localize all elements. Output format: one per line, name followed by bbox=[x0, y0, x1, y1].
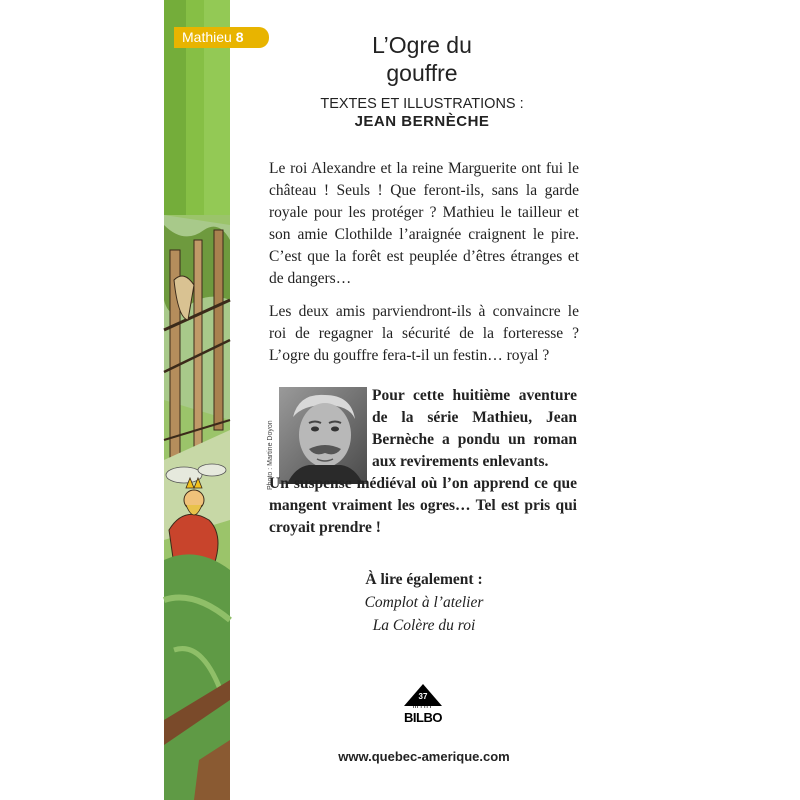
summary-paragraph-2: Les deux amis parviendront-ils à convaincre le roi de regagner la sécurité de la forteresse ? L’ogre du gouffre fera-t-il un festin… royal ? bbox=[269, 303, 579, 364]
author-portrait bbox=[279, 387, 367, 484]
summary-paragraph-1: Le roi Alexandre et la reine Marguerite ont fui le château ! Seuls ! Que feront-ils, sans la garde royale pour les protéger ? Mathieu le tailleur et son amie Clothilde l’araignée craignent le pire. C’est que la forêt est peuplée d’êtres étranges et de dangers… bbox=[269, 160, 579, 287]
title-line-1: L’Ogre du bbox=[372, 32, 472, 58]
photo-credit-text: Photo : Martine Doyon bbox=[267, 420, 274, 490]
book-back-cover bbox=[164, 0, 638, 800]
logo-mini: mini bbox=[412, 703, 434, 710]
author-bio-continued: Un suspense médiéval où l’on apprend ce que mangent vraiment les ogres… Tel est pris qui croyait prendre ! bbox=[269, 475, 577, 536]
series-number: 8 bbox=[235, 29, 244, 45]
author-photo bbox=[279, 387, 367, 484]
series-badge bbox=[174, 27, 269, 48]
forest-illustration bbox=[164, 0, 230, 800]
title-line-2: gouffre bbox=[386, 60, 458, 86]
logo-number: 37 bbox=[418, 692, 428, 701]
spine-illustration bbox=[164, 0, 244, 800]
also-read-title-2: La Colère du roi bbox=[372, 617, 476, 634]
author-credit bbox=[292, 95, 552, 131]
also-read-heading: À lire également : bbox=[365, 571, 483, 588]
logo-name: BILBO bbox=[404, 710, 442, 725]
also-read-title-1: Complot à l’atelier bbox=[364, 594, 484, 611]
publisher-website: www.quebec-amerique.com bbox=[338, 749, 510, 764]
publisher-logo bbox=[402, 684, 444, 734]
author-name: JEAN BERNÈCHE bbox=[354, 113, 490, 130]
author-bio-beside-photo: Pour cette huitième aventure de la série Mathieu, Jean Bernèche a pondu un roman aux revirements enlevants. bbox=[372, 387, 577, 470]
book-title bbox=[312, 31, 532, 87]
series-name: Mathieu bbox=[182, 29, 232, 45]
also-read-section bbox=[294, 568, 554, 637]
credit-label: TEXTES ET ILLUSTRATIONS : bbox=[320, 96, 524, 112]
